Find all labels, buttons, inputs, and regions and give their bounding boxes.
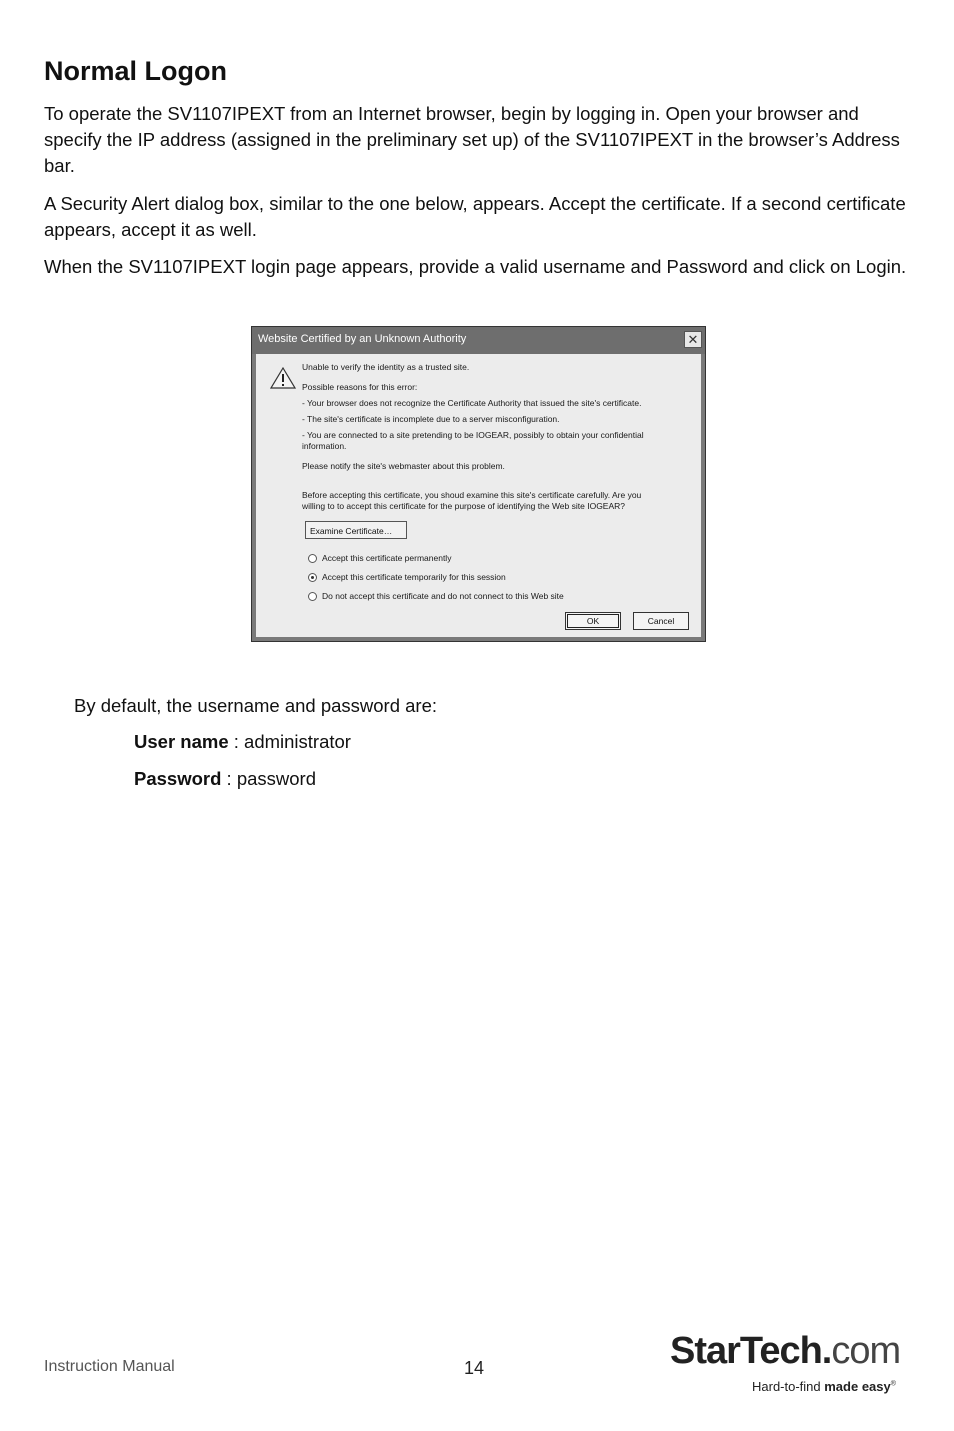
defaults-intro: By default, the username and password are: bbox=[74, 695, 438, 716]
tagline-registered: ® bbox=[890, 1380, 896, 1388]
certificate-dialog-screenshot bbox=[251, 326, 706, 642]
cancel-button[interactable]: Cancel bbox=[633, 612, 689, 630]
password-value: : password bbox=[221, 768, 317, 789]
logo-brand: StarTech bbox=[670, 1330, 822, 1372]
dialog-line: information. bbox=[302, 441, 347, 451]
page-title: Normal Logon bbox=[44, 56, 227, 86]
dialog-line: willing to to accept this certificate for the purpose of identifying the Web site IOGEAR? bbox=[302, 501, 626, 511]
warning-icon bbox=[270, 366, 296, 390]
password-line bbox=[134, 768, 316, 790]
security-alert-paragraph: A Security Alert dialog box, similar to the one below, appears. Accept the certificate. If a second certificate appears, accept it as well. bbox=[44, 193, 906, 240]
radio-do-not-accept[interactable] bbox=[308, 592, 317, 601]
examine-certificate-button[interactable]: Examine Certificate… bbox=[305, 521, 407, 539]
ok-button[interactable]: OK bbox=[565, 612, 621, 630]
dialog-titlebar bbox=[252, 327, 705, 354]
tagline-part-b: made easy bbox=[824, 1379, 891, 1394]
dialog-line: - Your browser does not recognize the Certificate Authority that issued the site's certificate. bbox=[302, 398, 642, 408]
tagline-part-a: Hard-to-find bbox=[752, 1379, 825, 1394]
login-paragraph: When the SV1107IPEXT login page appears, provide a valid username and Password and click on Login. bbox=[44, 256, 907, 277]
dialog-title: Website Certified by an Unknown Authority bbox=[258, 333, 467, 345]
option-label: Accept this certificate permanently bbox=[322, 553, 452, 563]
dialog-line: Please notify the site's webmaster about this problem. bbox=[302, 461, 505, 471]
option-label: Accept this certificate temporarily for this session bbox=[322, 572, 506, 582]
password-label: Password bbox=[134, 768, 222, 789]
username-value: : administrator bbox=[228, 731, 351, 752]
logo-tagline bbox=[752, 1379, 896, 1394]
option-label: Do not accept this certificate and do not connect to this Web site bbox=[322, 591, 564, 601]
dialog-line: Before accepting this certificate, you shoud examine this site's certificate carefully. Are you bbox=[302, 490, 642, 500]
startech-logo bbox=[670, 1330, 900, 1373]
dialog-body bbox=[256, 354, 701, 637]
logo-com: com bbox=[831, 1330, 901, 1372]
intro-paragraph: To operate the SV1107IPEXT from an Internet browser, begin by logging in. Open your browser and specify the IP address (assigned in the preliminary set up) of the SV1107IPEXT in the browser’s Address bar. bbox=[44, 103, 900, 176]
dialog-line: - The site's certificate is incomplete due to a server misconfiguration. bbox=[302, 414, 560, 424]
dialog-line: - You are connected to a site pretending to be IOGEAR, possibly to obtain your confidential bbox=[302, 430, 644, 440]
radio-accept-temporarily[interactable] bbox=[308, 573, 317, 582]
logo-dot: . bbox=[821, 1330, 832, 1372]
username-line bbox=[134, 731, 351, 753]
dialog-line: Possible reasons for this error: bbox=[302, 382, 418, 392]
username-label: User name bbox=[134, 731, 229, 752]
close-icon[interactable]: ✕ bbox=[684, 331, 702, 348]
radio-accept-permanently[interactable] bbox=[308, 554, 317, 563]
dialog-line: Unable to verify the identity as a trusted site. bbox=[302, 362, 470, 372]
page-number: 14 bbox=[464, 1358, 485, 1378]
footer-manual-label: Instruction Manual bbox=[44, 1358, 175, 1375]
